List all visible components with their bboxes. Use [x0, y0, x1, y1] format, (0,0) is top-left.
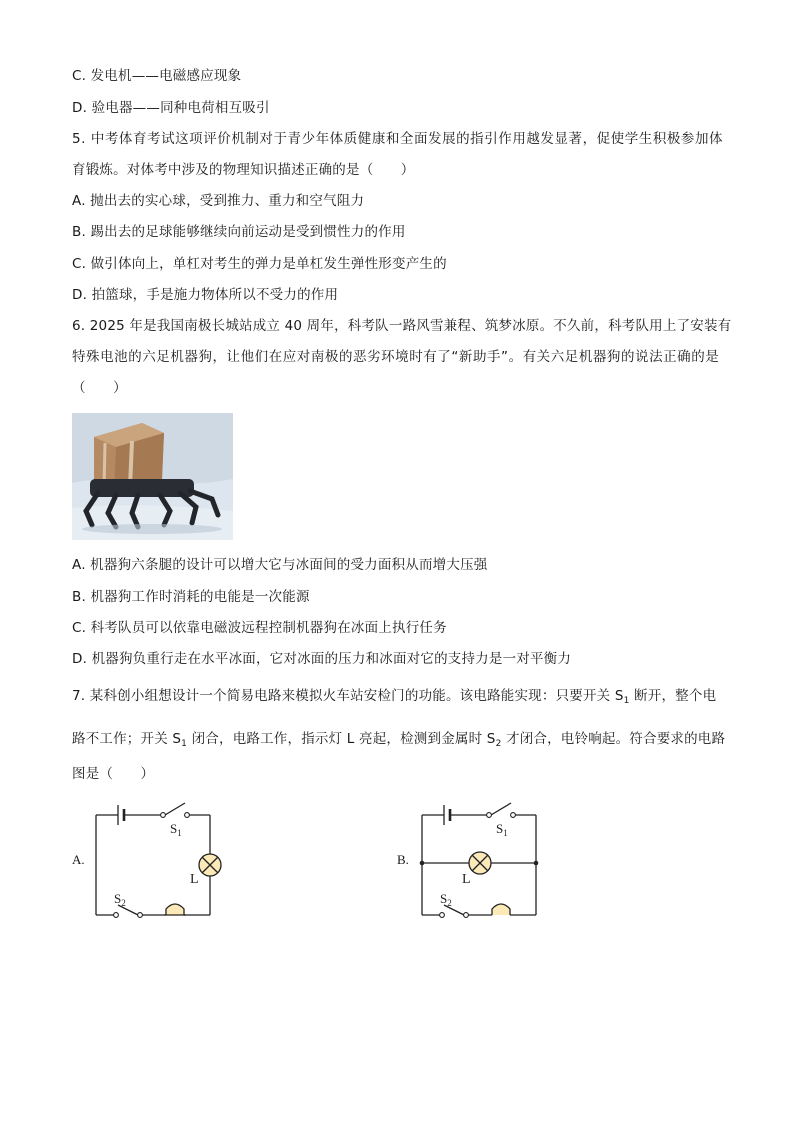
circuit-b-s2-label: $S_2$: [440, 891, 452, 908]
q5-option-b: B. 踢出去的足球能够继续向前运动是受到惯性力的作用: [72, 224, 406, 240]
q7-stem-line3: 图是（ ）: [72, 766, 155, 782]
q7-stem-line1: 7. 某科创小组想设计一个简易电路来模拟火车站安检门的功能。该电路能实现：只要开关 $S_1$ 断开，整个电: [72, 688, 717, 706]
q6-stem-line1: 6. 2025 年是我国南极长城站成立 40 周年，科考队一路风雪兼程、筑梦冰原。不久前，科考队用上了安装有: [72, 318, 732, 334]
q5-option-a: A. 抛出去的实心球，受到推力、重力和空气阻力: [72, 193, 365, 209]
circuit-a-s1-label: $S_1$: [170, 821, 182, 838]
q5-option-c: C. 做引体向上，单杠对考生的弹力是单杠发生弹性形变产生的: [72, 256, 447, 272]
circuit-a-lamp-label: L: [190, 872, 199, 887]
q6-stem-line3: （ ）: [72, 380, 127, 396]
circuit-b-lamp-label: L: [462, 872, 471, 887]
q6-stem-line2: 特殊电池的六足机器狗，让他们在应对南极的恶劣环境时有了“新助手”。有关六足机器狗的说法正确的是: [72, 349, 720, 365]
q6-option-c: C. 科考队员可以依靠电磁波远程控制机器狗在冰面上执行任务: [72, 620, 447, 636]
q7-stem-line2: 路不工作；开关 $S_1$ 闭合，电路工作，指示灯 L 亮起，检测到金属时 $S_2$ 才闭合，电铃响起。符合要求的电路: [72, 731, 726, 749]
circuit-b-diagram: [416, 795, 546, 925]
q6-option-d: D. 机器狗负重行走在水平冰面，它对冰面的压力和冰面对它的支持力是一对平衡力: [72, 651, 572, 667]
circuit-a-s2-label: $S_2$: [114, 891, 126, 908]
q5-option-d: D. 拍篮球，手是施力物体所以不受力的作用: [72, 287, 339, 303]
q5-stem-line2: 育锻炼。对体考中涉及的物理知识描述正确的是（ ）: [72, 162, 415, 178]
q6-option-a: A. 机器狗六条腿的设计可以增大它与冰面间的受力面积从而增大压强: [72, 557, 488, 573]
q5-stem-line1: 5. 中考体育考试这项评价机制对于青少年体质健康和全面发展的指引作用越发显著，促使学生积极参加体: [72, 131, 724, 147]
q4-option-c: C. 发电机——电磁感应现象: [72, 68, 242, 84]
circuit-a-option-label: A.: [72, 852, 85, 867]
q6-option-b: B. 机器狗工作时消耗的电能是一次能源: [72, 589, 310, 605]
q4-option-d: D. 验电器——同种电荷相互吸引: [72, 100, 270, 116]
circuit-b-s1-label: $S_1$: [496, 821, 508, 838]
robot-dog-photo: [72, 413, 233, 540]
circuit-a-diagram: [90, 795, 225, 925]
circuit-b-option-label: B.: [397, 852, 409, 867]
